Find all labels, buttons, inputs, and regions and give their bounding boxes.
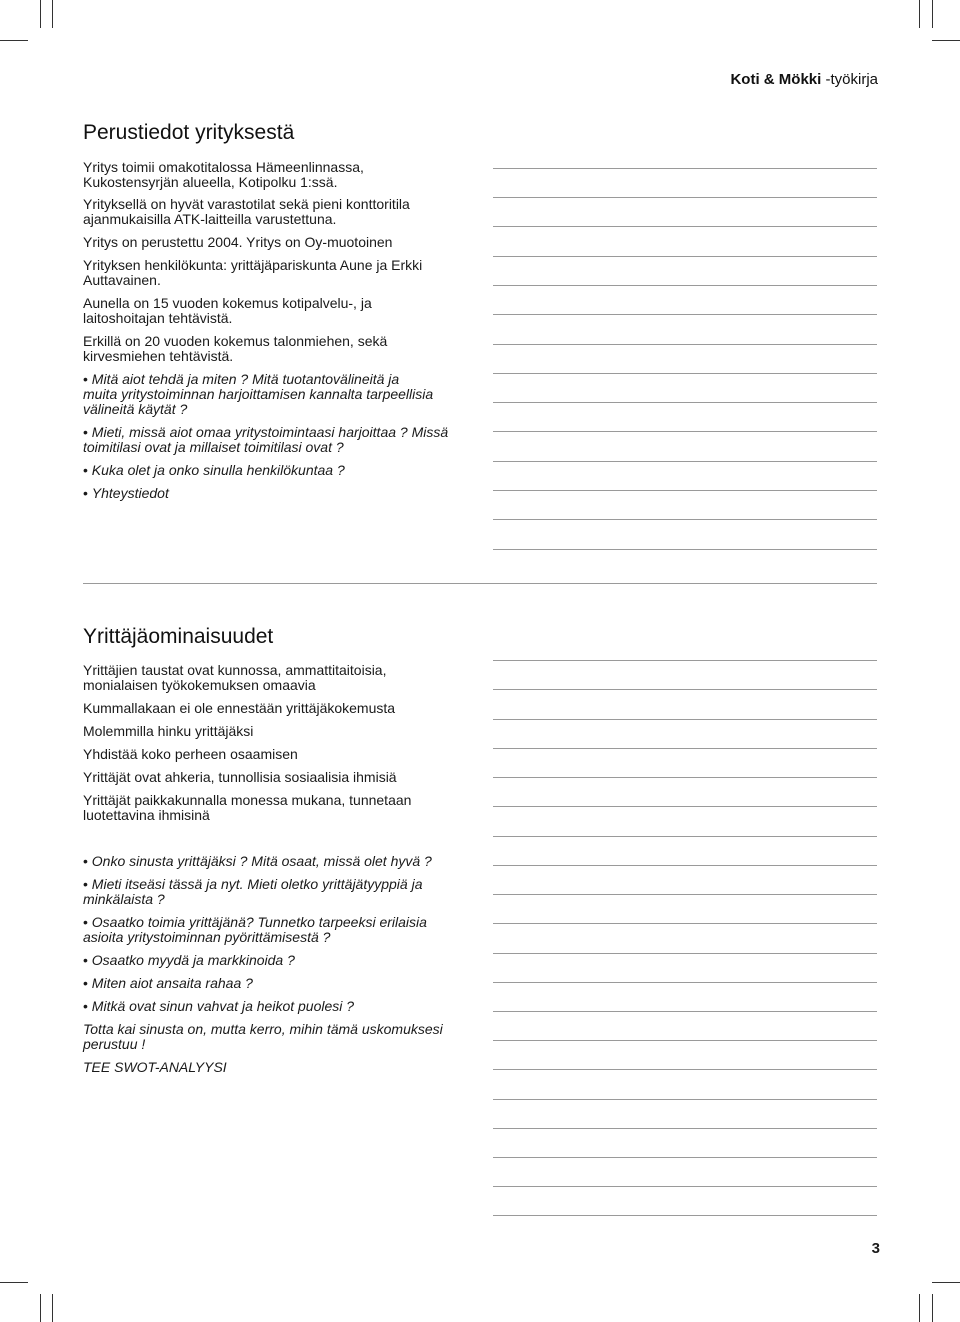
writing-line[interactable] (493, 226, 877, 227)
paragraph: Yrityksellä on hyvät varastotilat sekä pieni konttoritila ajanmukaisilla ATK-laitteilla varustettuna. (83, 196, 410, 227)
paragraph: Yrityksen henkilökunta: yrittäjäpariskunta Aune ja Erkki Auttavainen. (83, 257, 423, 288)
writing-line[interactable] (493, 865, 877, 866)
writing-line[interactable] (493, 402, 877, 403)
writing-line[interactable] (493, 806, 877, 807)
writing-line[interactable] (493, 748, 877, 749)
writing-line[interactable] (493, 431, 877, 432)
writing-line[interactable] (493, 549, 877, 550)
header-brand: Koti & Mökki (730, 71, 822, 88)
paragraph: Yrittäjät ovat ahkeria, tunnollisia sosiaalisia ihmisiä (83, 769, 397, 785)
page-number: 3 (871, 1240, 880, 1257)
bullet-item: • Mitkä ovat sinun vahvat ja heikot puolesi ? (83, 999, 354, 1014)
writing-line[interactable] (493, 461, 877, 462)
writing-line[interactable] (493, 1186, 877, 1187)
writing-line[interactable] (493, 314, 877, 315)
writing-line[interactable] (493, 490, 877, 491)
writing-line[interactable] (493, 519, 877, 520)
writing-line[interactable] (493, 777, 877, 778)
writing-line[interactable] (493, 1157, 877, 1158)
writing-line[interactable] (493, 982, 877, 983)
bullet-item: • Mieti, missä aiot omaa yritystoimintaasi harjoittaa ? Missä toimitilasi ovat ja millaiset toimitilasi ovat ? (83, 425, 448, 455)
writing-line[interactable] (493, 1215, 877, 1216)
bullet-item: • Osaatko toimia yrittäjänä? Tunnetko tarpeeksi erilaisia asioita yritystoiminnan pyörittämisestä ? (83, 915, 427, 945)
section-perustiedot (83, 120, 483, 146)
bullet-item: • Kuka olet ja onko sinulla henkilökuntaa ? (83, 463, 345, 478)
section-title: Yrittäjäominaisuudet (83, 625, 274, 648)
writing-line[interactable] (493, 689, 877, 690)
section-title: Perustiedot yrityksestä (83, 121, 295, 144)
bullet-item: • Mieti itseäsi tässä ja nyt. Mieti oletko yrittäjätyyppiä ja minkälaista ? (83, 877, 423, 907)
paragraph: Erkillä on 20 vuoden kokemus talonmiehen, sekä kirvesmiehen tehtävistä. (83, 333, 388, 364)
writing-line[interactable] (493, 1099, 877, 1100)
writing-line[interactable] (493, 373, 877, 374)
writing-line[interactable] (493, 923, 877, 924)
section-yrittajaominaisuudet (83, 624, 483, 650)
paragraph: Kummallakaan ei ole ennestään yrittäjäkokemusta (83, 700, 396, 716)
writing-line[interactable] (493, 719, 877, 720)
bullet-item: • Osaatko myydä ja markkinoida ? (83, 953, 295, 968)
writing-line[interactable] (493, 953, 877, 954)
section-divider (83, 583, 877, 584)
bullet-item: • Miten aiot ansaita rahaa ? (83, 976, 253, 991)
paragraph: Yrittäjien taustat ovat kunnossa, ammattitaitoisia, monialaisen työkokemuksen omaavia (83, 662, 387, 693)
writing-line[interactable] (493, 1040, 877, 1041)
writing-line[interactable] (493, 1011, 877, 1012)
paragraph: Yhdistää koko perheen osaamisen (83, 746, 298, 762)
running-header (730, 71, 878, 88)
bullet-item: • Onko sinusta yrittäjäksi ? Mitä osaat, missä olet hyvä ? (83, 854, 432, 869)
paragraph: Yrittäjät paikkakunnalla monessa mukana, tunnetaan luotettavina ihmisinä (83, 792, 412, 823)
writing-line[interactable] (493, 660, 877, 661)
paragraph: Yritys toimii omakotitalossa Hämeenlinnassa, Kukostensyrjän alueella, Kotipolku 1:ssä. (83, 159, 364, 190)
writing-line[interactable] (493, 1128, 877, 1129)
paragraph: Molemmilla hinku yrittäjäksi (83, 723, 254, 739)
writing-line[interactable] (493, 344, 877, 345)
paragraph: Yritys on perustettu 2004. Yritys on Oy-muotoinen (83, 234, 393, 250)
writing-line[interactable] (493, 256, 877, 257)
closing-text: Totta kai sinusta on, mutta kerro, mihin tämä uskomuksesi perustuu ! (83, 1021, 443, 1052)
bullet-item: • Yhteystiedot (83, 486, 169, 501)
paragraph: Aunella on 15 vuoden kokemus kotipalvelu-, ja laitoshoitajan tehtävistä. (83, 295, 372, 326)
writing-line[interactable] (493, 197, 877, 198)
writing-line[interactable] (493, 1069, 877, 1070)
bullet-item: • Mitä aiot tehdä ja miten ? Mitä tuotantovälineitä ja muita yritystoiminnan harjoittamisen kannalta tarpeellisia välineitä käytät ? (83, 372, 433, 417)
header-suffix: -työkirja (821, 71, 878, 88)
writing-line[interactable] (493, 285, 877, 286)
swot-instruction: TEE SWOT-ANALYYSI (83, 1059, 227, 1075)
writing-line[interactable] (493, 168, 877, 169)
writing-line[interactable] (493, 836, 877, 837)
writing-line[interactable] (493, 894, 877, 895)
